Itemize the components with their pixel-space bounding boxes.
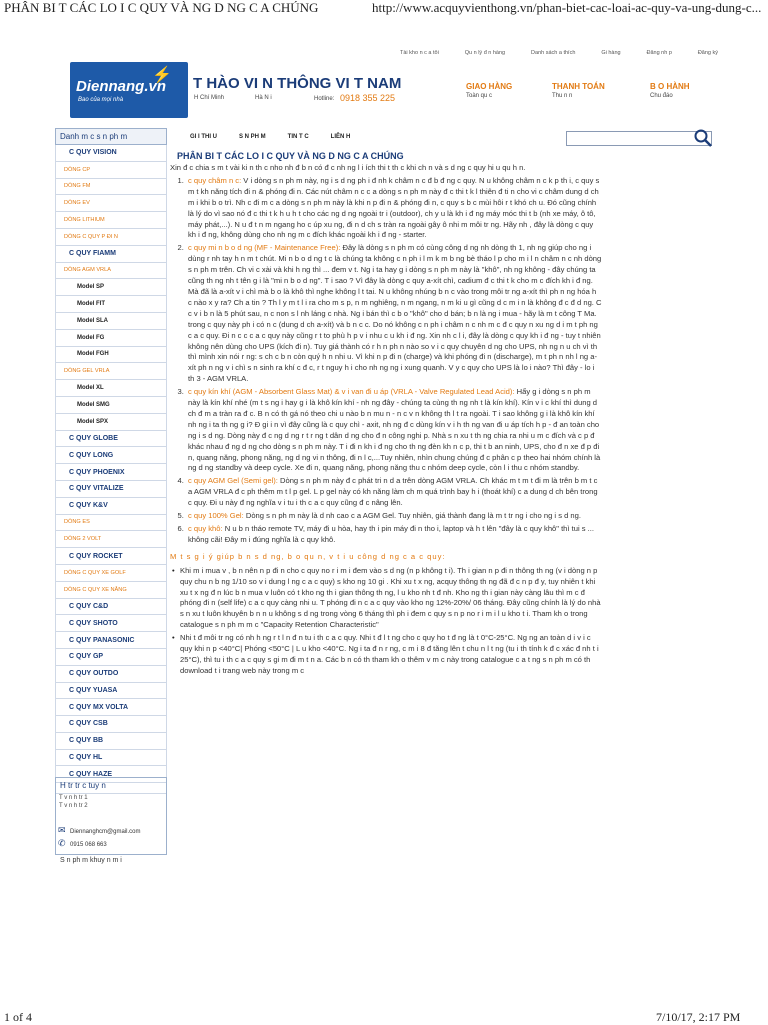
site-title: T HÀO VI N THÔNG VI T NAM [193, 75, 402, 92]
sidebar-item[interactable]: C QUY VISION [55, 145, 167, 162]
city-hcm: H Chí Minh [194, 95, 225, 101]
sidebar-item[interactable]: Model XL [55, 380, 167, 397]
sidebar-item[interactable]: C QUY YUASA [55, 683, 167, 700]
battery-type-item [186, 243, 602, 385]
sidebar-item[interactable]: DÒNG C QUY XE GOLF [55, 565, 167, 582]
online-support-heading: H tr tr c tuy n [56, 778, 166, 794]
sidebar-item[interactable]: C QUY PANASONIC [55, 632, 167, 649]
battery-type-label: c quy khô: [188, 524, 223, 533]
feature-heading: GIAO HÀNG [466, 82, 513, 91]
sidebar-item[interactable]: Model FG [55, 330, 167, 347]
sidebar-item[interactable]: Model FIT [55, 296, 167, 313]
support-phone[interactable] [58, 838, 107, 849]
battery-type-text: Dòng s n ph m này là d nh cao c a AGM Gel. Tuy nhiên, giá thành đang là m t tr ng i cho ng i s d ng. [243, 511, 581, 521]
battery-type-text: Dòng s n ph m này đ c phát tri n d a trên dòng AGM VRLA. Ch khác m t m t đi m là trên b m t c a AGM VRLA đ c ph thêm m t l p gel. L p gel này có kh năng làm ch m quá trình bay h i (thoát khí) c a dung d ch bên trong c quy. Đi u này đ ng nghĩa v i tu i th c a c quy cũng đ c nâng lên. [188, 476, 598, 508]
feature-sub: Toàn qu c [466, 93, 493, 99]
battery-type-label: c quy châm n c: [188, 175, 242, 185]
battery-type-item [186, 387, 602, 474]
battery-type-list [170, 176, 602, 546]
sidebar-item[interactable]: Model SPX [55, 414, 167, 431]
print-page-number: 1 of 4 [4, 1010, 32, 1024]
login-link[interactable]: Đăng nh p [646, 50, 672, 56]
sidebar-item[interactable]: C QUY VITALIZE [55, 481, 167, 498]
sidebar-item[interactable]: C QUY FIAMM [55, 246, 167, 263]
battery-type-text: Đây là dòng s n ph m có cùng công d ng nh dòng th 1, nh ng giúp cho ng i dùng r nh tay h n m t chút. Mi n b o d ng t c là chúng ta không c n ph i l m k m b ng bè tháo l p cho m i l n châm n c nh dòng s n ph m trên. Ch vi c xài và khi h ng thì ... đem v t. Ng i ta hay g i dòng s n ph m này là "khô", nh ng không - đây chúng ta cũng th ng nh t tên g i là "mi n b o d ng". T i sao ? Vì đây là dòng c quy a-xít chì, cadium đ c thi t k cho m c đích kh i đ ng. Mà đã là a-xít v i chì mà b o là khô thì nghe không l t tai. N u không nhúng b n c vào trong môi tr ng a-xít thì ph n ng hóa h c nào x y ra? Ch a tin ? Th l y m t l i ra cho m s p, n m nghiêng, n m ngang, n m ki u gì cũng d c m i n là không đ c đ d ng. C c v i b n là 5 phút sau, n c non s l nh láng c nhà. Ng i bán thì c b o "khô" cho d bán; b n là ng i mua - hãy là m t công T Ma. trong c quy này ph i có n c (dung d ch a-xít) và b n c c. Do nó không c n ph i châm n c nh m c đ c quy n xu ng d i m t ph ng c a c quy. Đi n c c c a c quy này cũng r t to phù h p v i nhu c u kh i đ ng. Xin nh c l i, đây là dòng c quy kh i đ ng - tuy t nhiên không nên dùng cho UPS (kích đi n). Tuy giá thành có r h n ph n nào so v i c quy chuyên d ng cho UPS, nh ng n u ch vì th thì mình xin nói r ng: s ch c b n còn quý h n nhi u. Vì khi n p đi n (charge) và khi phóng đi n (discharge), m t ph n nh l ng a-xít ph n ng v i chì s n sinh ra khí c đ c, r t nguy h i cho nh ng ng i xung quanh. V y c quy cho UPS là lo i nào? Thì đây - lo i th 3 - AGM VRLA. [188, 243, 602, 384]
lightning-icon: ⚡ [152, 67, 172, 84]
sidebar-item[interactable]: C QUY HL [55, 750, 167, 767]
battery-type-text: N u b n tháo remote TV, máy đi u hòa, hay th i pin máy đi n tho i, laptop và h t lên "đây là c quy khô" thì tui s ... không cãi! Đây m i đúng nghĩa là c quy khô. [188, 524, 594, 544]
category-sidebar-heading: Danh m c s n ph m [55, 128, 167, 145]
sidebar-item[interactable]: C QUY BB [55, 733, 167, 750]
menu-item-about[interactable]: GI I THI U [190, 134, 217, 140]
tip-item: • Nhi t đ môi tr ng có nh h ng r t l n đ n tu i th c a c quy. Nhi t đ l t ng cho c quy ho t đ ng là t 0°C-25°C. Ng ng an toàn d i v i c quy khi n p <40°C| Phóng <50°C | L u kho <40°C. Ng i ta đ n r ng, c m i 8 đ tăng lên t chu n l t ng (tu i th tính k đ c xác đ nh t i 25°C), thì tu i th c a c quy s gi m đi m t n a. Các b n có th tham kh o thêm v m c này trong catalogue c a t ng s n ph m có th download t i trang web này trong m c [180, 633, 602, 677]
tips-list [170, 566, 602, 677]
sidebar-item[interactable]: DÒNG AGM VRLA [55, 263, 167, 280]
print-page-title: PHÂN BI T CÁC LO I C QUY VÀ NG D NG C A CHÚNG [4, 0, 319, 15]
orders-link[interactable]: Qu n lý đ n hàng [464, 50, 506, 56]
sidebar-item[interactable]: DÒNG EV [55, 195, 167, 212]
sidebar-item[interactable]: C QUY LONG [55, 447, 167, 464]
battery-type-label: c quy 100% Gel: [188, 511, 244, 521]
feature-sub: Chu đáo [650, 93, 673, 99]
feature-heading: B O HÀNH [650, 82, 690, 91]
sidebar-item[interactable]: DÒNG GEL VRLA [55, 363, 167, 380]
city-hanoi: Hà N i [255, 95, 272, 101]
sidebar-item[interactable]: DÒNG LITHIUM [55, 212, 167, 229]
search-input[interactable] [566, 131, 712, 146]
sidebar-item[interactable]: C QUY GLOBE [55, 431, 167, 448]
sidebar-item[interactable]: DÒNG C QUY XE NÂNG [55, 582, 167, 599]
tip-item: • Khi m i mua v , b n nên n p đi n cho c quy no r i m i đem vào s d ng (n p không t i). Th i gian n p đi n thông th ng (v i dòng n p quy chu n b ng 1/10 so v i dung l ng c a c quy) s kho ng 10 gi . Khi xu t x ng, acquy thông th ng đã đ c n p đ y, tuy nhiên t khi xu t x ng đ n lúc b n mua v luôn có t kho ng th i gian thông th ng, l u kho nh t đ nh. Kho ng th i gian này càng lâu thì m c đ phóng đi n (self life) c a c quy càng nhi u. T phóng đi n c a c quy vào kho ng 12%-20%/ 06 tháng. Đây cũng chính là lý do nhà s n xu t luôn khuyên b n n u không s d ng trong vòng 6 tháng thì ph i đem c quy s n p no r i m i l u kho t i. Tham kh o trong catalogue s n ph m m c "Capacity Retention Characteristic" [180, 566, 602, 631]
sidebar-item[interactable]: C QUY ROCKET [55, 548, 167, 565]
logo-brand: Diennang.vn [76, 78, 167, 95]
print-datetime: 7/10/17, 2:17 PM [656, 1010, 741, 1024]
wishlist-link[interactable]: Danh sách a thích [531, 50, 576, 56]
tips-heading: M t s g i ý giúp b n s d ng, b o qu n, v t i u công d ng c a c quy: [170, 551, 446, 561]
sidebar-item[interactable]: C QUY C&D [55, 599, 167, 616]
category-list [55, 145, 167, 783]
feature-delivery [466, 82, 512, 99]
logo-tagline: Bao của mọi nhà [78, 97, 124, 103]
feature-heading: THANH TOÁN [552, 82, 605, 91]
feature-payment [552, 82, 605, 99]
sidebar-item[interactable]: Model SLA [55, 313, 167, 330]
online-support-box [55, 777, 167, 855]
article-title: PHÂN BI T CÁC LO I C QUY VÀ NG D NG C A CHÚNG [177, 151, 404, 161]
sidebar-item[interactable]: C QUY SHOTO [55, 615, 167, 632]
site-logo[interactable] [70, 62, 188, 118]
main-menu [190, 134, 350, 140]
sidebar-item[interactable]: C QUY GP [55, 649, 167, 666]
support-phone-text: 0915 068 663 [70, 842, 107, 848]
support-row[interactable]: T v n h tr 1 [59, 795, 88, 801]
sidebar-item[interactable]: C QUY MX VOLTA [55, 699, 167, 716]
menu-item-news[interactable]: TIN T C [287, 134, 309, 140]
battery-type-item [186, 511, 602, 522]
support-email[interactable] [58, 825, 140, 836]
sidebar-item[interactable]: DÒNG C QUY P ĐI N [55, 229, 167, 246]
battery-type-label: c quy mi n b o d ng (MF - Maintenance Free): [188, 243, 341, 253]
sidebar-item[interactable]: DÒNG 2 VOLT [55, 531, 167, 548]
cart-link[interactable]: Gi hàng [601, 50, 621, 56]
account-link[interactable]: Tài kho n c a tôi [400, 50, 439, 56]
menu-item-products[interactable]: S N PH M [239, 134, 266, 140]
sidebar-item[interactable]: Model SMG [55, 397, 167, 414]
search-icon[interactable] [693, 128, 713, 148]
sidebar-item[interactable]: C QUY K&V [55, 498, 167, 515]
hotline-label: Hotline: [314, 96, 335, 102]
menu-item-contact[interactable]: LIÊN H [330, 134, 351, 140]
promo-products-heading: S n ph m khuy n m i [60, 857, 122, 864]
sidebar-item[interactable]: C QUY PHOENIX [55, 464, 167, 481]
battery-type-item [186, 176, 602, 241]
battery-type-item [186, 524, 602, 546]
phone-icon: ✆ [58, 838, 66, 848]
battery-type-label: c quy AGM Gel (Semi gel): [188, 476, 278, 486]
account-links [400, 50, 718, 56]
sidebar-item[interactable]: DÒNG CP [55, 162, 167, 179]
hotline-number[interactable]: 0918 355 225 [340, 93, 396, 103]
battery-type-text: V i dòng s n ph m này, ng i s d ng ph i đ nh k châm n c đ b đ ng c quy. N u không châm n c k p th i, c quy s m t kh năng tích đi n & phóng đi n. Các nút châm n c c a dòng s n ph m này đ c thi t k l thiên đ ti n cho vi c châm dung d ch m i khi b o trì. Nh c đi m c a dòng s n ph m này là khi n p đi n & phóng đi n, c quy s b c mùi hôi r t khó ch u. Đó cũng chính là lý do vì sao nó đ c thi t k h u h t cho các ng d ng ngoài tr i (outdoor), ch y u là kh i đ ng máy móc thi t b (nh xe máy, ô tô, máy phát,...). N u đ t n m ngang ho c úp xu ng, đi n d ch s tràn ra ngoài gây ô nhi m môi tr ng. Hãy nh , đây là dòng c quy kh i đ ng, không dùng cho nh ng m c đích khác ngoài kh i đ ng - starter. [188, 175, 600, 240]
article-intro: Xin đ c chia s m t vài ki n th c nho nh đ b n có đ c nh ng l i ích thi t th c khi ch n và s d ng c quy hi u qu h n. [170, 163, 526, 172]
sidebar-item[interactable]: C QUY HAZE [55, 766, 167, 783]
battery-type-text: Hẩy g i dòng s n ph m này là kín khí nhé (m t s ng i hay g i là khô kín khí - nh ng đây - chúng ta cùng th ng nh t là kín khí). Kín v i c khí thì dung d ch đ m a tràn ra đ c. B n có th gá nó theo chi u nào b n mu n - n c v n không th l t ra ngoài. T i sao không g i là khô kín khí nh ng i ta th ng g i? Đ gi i n vì đây cũng là c quy chì - axit, nh ng đ c dùng kín v i h th ng van đi u áp tích h p - đ an toàn cho ng i s d ng. Dòng này đ c ng d ng r t r ng t dân d ng cho đ n công nghi p. Nhà s n xu t th ng chia ra nhi u m c đích và c p đ khác nhau đ ng d ng cho dòng s n ph m này. T i đi n kh i đ ng cho th ng đèn kh n c p, thi t b an ninh, UPS, cho đ n xe đ p đi n, quang năng, phong năng, ng d ng vi n thông, đi n l c,...Tuy nhiên, nhìn chung chúng đ c phân c p theo hai nhóm chính là ng d ng standby và deep cycle. Xe đi n, quang năng, phong năng thu c nhóm deep cycle, còn l i thu c nhóm standby. [188, 387, 601, 473]
envelope-icon: ✉ [58, 825, 66, 835]
feature-sub: Thu n n [552, 93, 573, 99]
support-row[interactable]: T v n h tr 2 [59, 803, 88, 809]
battery-type-label: c quy kín khí (AGM - Absorbent Glass Mat) & v i van đi u áp (VRLA - Valve Regulated Lead Acid): [188, 387, 515, 397]
sidebar-item[interactable]: Model FGH [55, 347, 167, 364]
sidebar-item[interactable]: C QUY OUTDO [55, 666, 167, 683]
support-email-text: Diennanghcm@gmail.com [70, 829, 141, 835]
battery-type-item [186, 476, 602, 509]
category-sidebar [55, 128, 167, 783]
sidebar-item[interactable]: C QUY CSB [55, 716, 167, 733]
print-page-url: http://www.acquyvienthong.vn/phan-biet-cac-loai-ac-quy-va-ung-dung-c... [372, 0, 762, 15]
sidebar-item[interactable]: Model SP [55, 279, 167, 296]
feature-warranty [650, 82, 690, 99]
article-body [170, 163, 602, 679]
sidebar-item[interactable]: DÒNG FM [55, 179, 167, 196]
register-link[interactable]: Đăng ký [697, 50, 718, 56]
sidebar-item[interactable]: DÒNG ES [55, 515, 167, 532]
